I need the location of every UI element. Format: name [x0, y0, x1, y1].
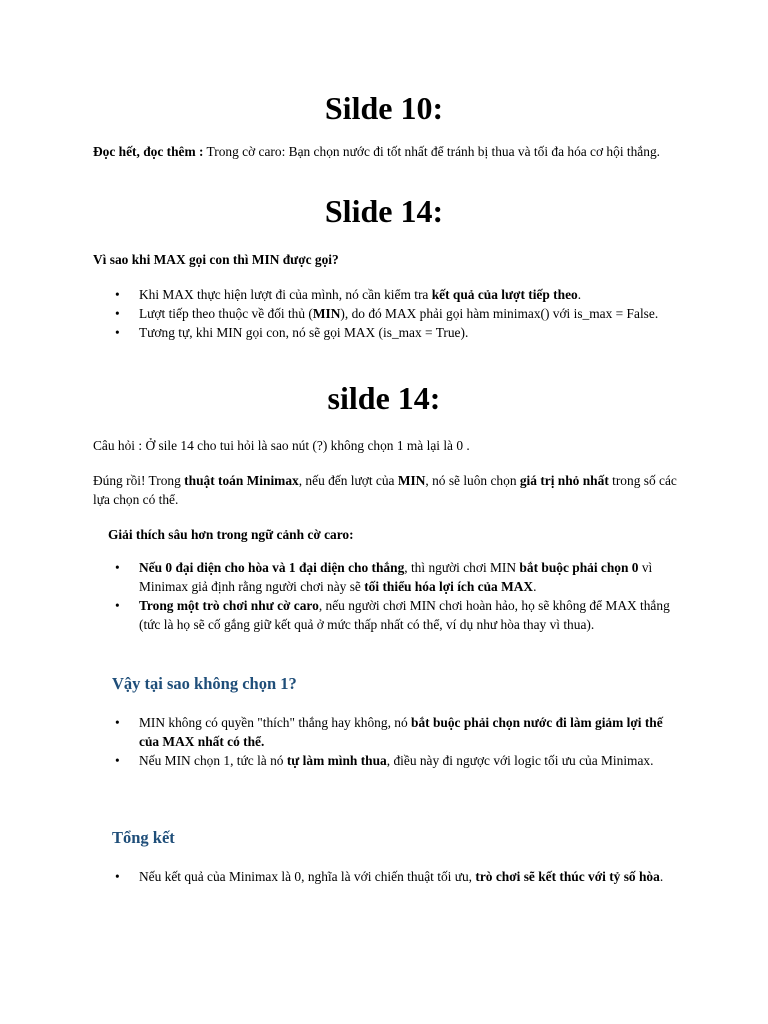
bold-text: tối thiểu hóa lợi ích của MAX: [364, 579, 534, 594]
bold-text: bắt buộc phải chọn nước đi làm giảm lợi thế của MAX nhất có thể.: [139, 715, 663, 749]
heading-why-not-1: Vậy tại sao không chọn 1?: [112, 674, 297, 693]
bold-text: tự làm mình thua: [286, 753, 387, 768]
bold-text: MIN: [312, 306, 341, 321]
bullet-list-max-min: [93, 285, 678, 342]
bold-text: Đọc hết, đọc thêm :: [93, 144, 204, 159]
list-item: [93, 751, 678, 770]
bold-text: Giải thích sâu hơn trong ngữ cảnh cờ caro:: [108, 527, 354, 542]
question-max-min: [93, 250, 678, 269]
bullet-list-summary: [93, 867, 678, 886]
bold-text: Trong một trò chơi như cờ caro: [139, 598, 319, 613]
text: Lượt tiếp theo thuộc về đối thủ (: [139, 306, 313, 321]
text: ), do đó MAX phải gọi hàm minimax() với is_max = False.: [340, 306, 659, 321]
paragraph-question: Câu hỏi : Ở sile 14 cho tui hỏi là sao nút (?) không chọn 1 mà lại là 0 .: [93, 438, 470, 453]
list-item: [93, 713, 678, 751]
list-item: [93, 558, 678, 596]
list-item: [93, 285, 678, 304]
text: .: [533, 579, 537, 594]
text: .: [659, 869, 664, 884]
text: Khi MAX thực hiện lượt đi của mình, nó cần kiểm tra: [139, 287, 432, 302]
text: Đúng rồi! Trong: [93, 473, 185, 488]
text: trong số các lựa chọn có thể.: [93, 473, 677, 507]
bold-text: Vì sao khi MAX gọi con thì MIN được gọi?: [93, 252, 339, 267]
heading-slide-14: Slide 14:: [324, 193, 444, 229]
bullet-list-explain: [93, 558, 678, 634]
bold-text: trò chơi sẽ kết thúc với tỷ số hòa: [475, 869, 660, 884]
paragraph-read-more: [93, 142, 678, 161]
text: MIN không có quyền "thích" thắng hay không, nó: [139, 715, 412, 730]
text: Nếu kết quả của Minimax là 0, nghĩa là với chiến thuật tối ưu,: [139, 869, 476, 884]
bold-text: MIN: [397, 473, 426, 488]
text: Tương tự, khi MIN gọi con, nó sẽ gọi MAX (is_max = True).: [139, 325, 469, 340]
list-item: [93, 323, 678, 342]
bold-text: bắt buộc phải chọn 0: [519, 560, 639, 575]
text: , nó sẽ luôn chọn: [425, 473, 520, 488]
bullet-list-why: [93, 713, 678, 770]
text: , nếu đến lượt của: [298, 473, 398, 488]
text: vì Minimax giả định rằng người chơi này sẽ: [139, 560, 653, 594]
paragraph-answer: [93, 471, 678, 509]
bold-text: kết quả của lượt tiếp theo: [431, 287, 578, 302]
bold-text: Nếu 0 đại diện cho hòa và 1 đại diện cho thắng: [139, 560, 405, 575]
text: Trong cờ caro: Bạn chọn nước đi tốt nhất để tránh bị thua và tối đa hóa cơ hội thắng.: [203, 144, 660, 159]
heading-summary: Tổng kết: [112, 828, 175, 847]
text: .: [577, 287, 582, 302]
bold-text: giá trị nhỏ nhất: [519, 473, 609, 488]
explain-title: [108, 525, 693, 544]
text: Nếu MIN chọn 1, tức là nó: [139, 753, 287, 768]
list-item: [93, 867, 678, 886]
list-item: [93, 596, 678, 634]
list-item: [93, 304, 678, 323]
text: , thì người chơi MIN: [404, 560, 520, 575]
heading-silde-10: Silde 10:: [324, 90, 444, 126]
heading-silde-14: silde 14:: [327, 380, 441, 416]
text: , điều này đi ngược với logic tối ưu của Minimax.: [386, 753, 654, 768]
text: , nếu người chơi MIN chơi hoàn hảo, họ sẽ không để MAX thắng (tức là họ sẽ cố gắng giữ kết quả ở mức thấp nhất có thể, ví dụ như hòa thay vì thua).: [139, 598, 670, 632]
bold-text: thuật toán Minimax: [184, 473, 299, 488]
